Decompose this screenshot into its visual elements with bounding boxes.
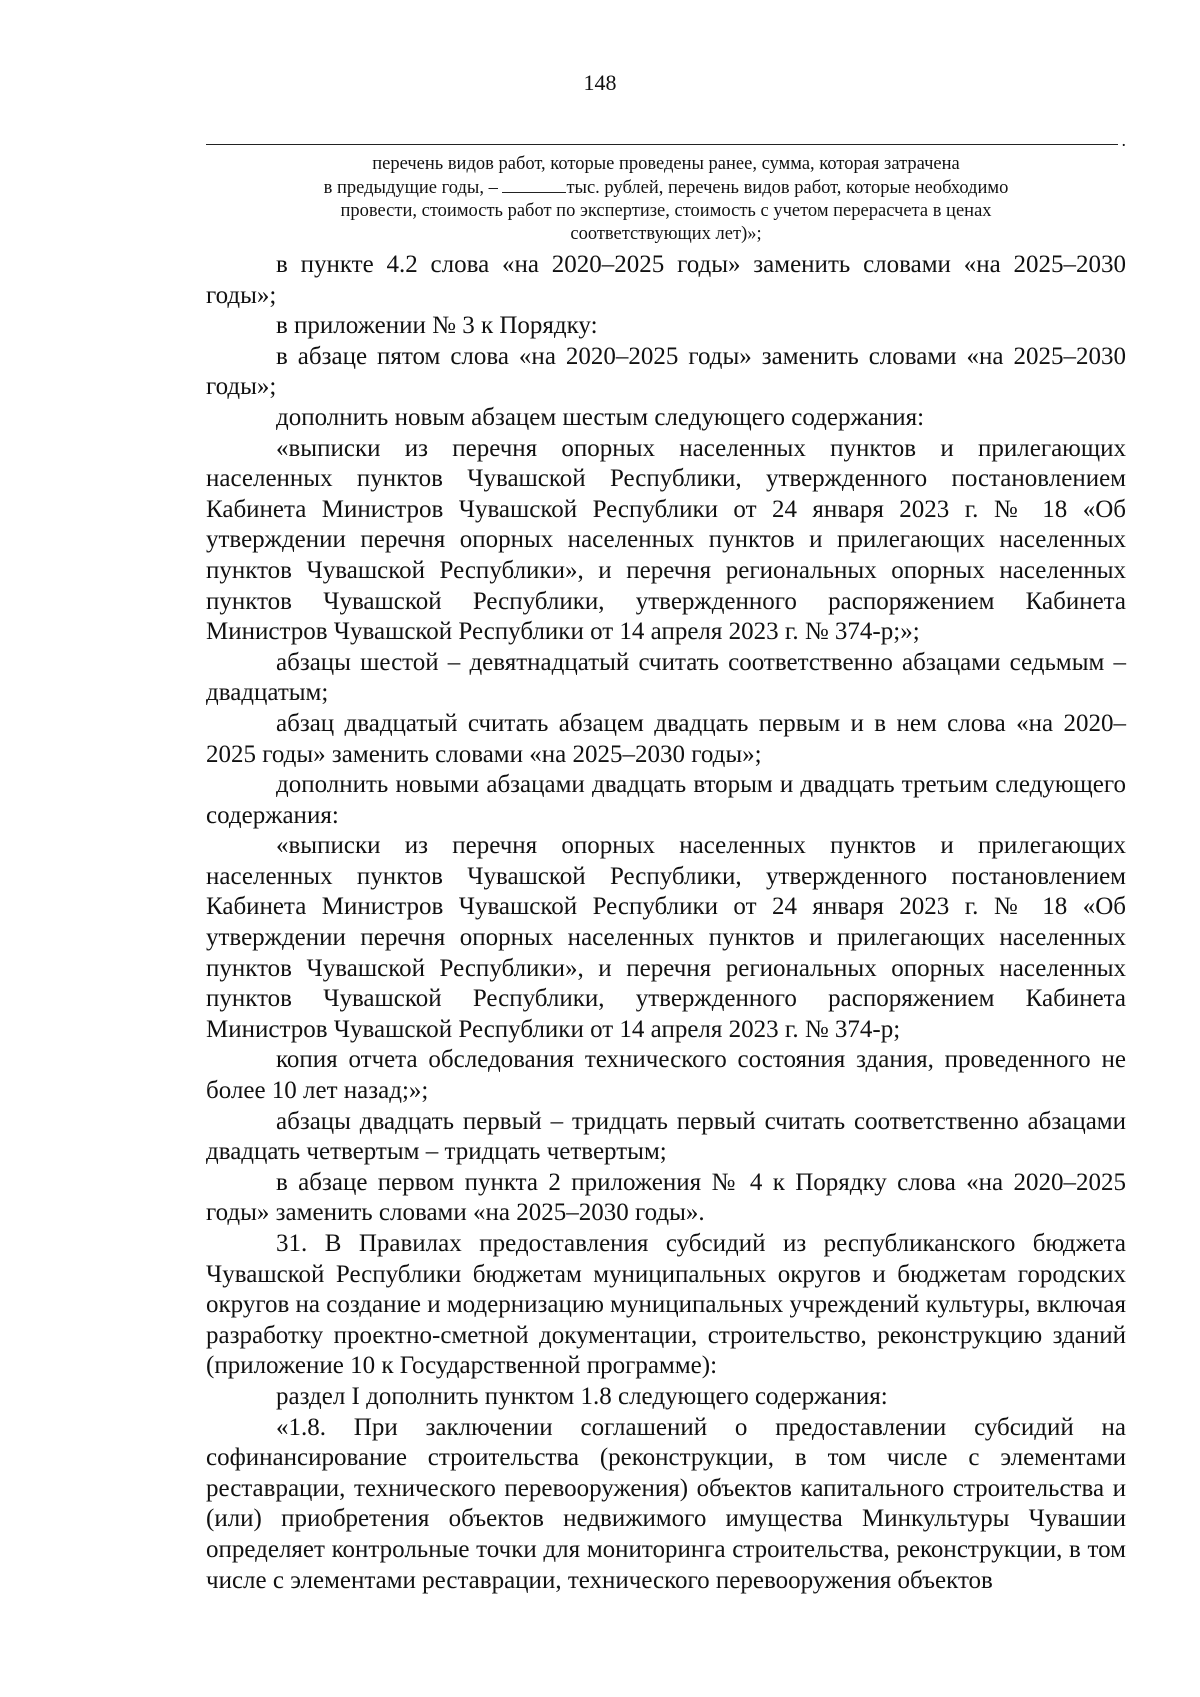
paragraph-6: абзацы шестой – девятнадцатый считать соответственно абзацами седьмым – двадцатым; <box>206 648 1126 707</box>
note-line-3: провести, стоимость работ по экспертизе, стоимость с учетом перерасчета в ценах <box>340 201 992 221</box>
paragraph-7: абзац двадцатый считать абзацем двадцать первым и в нем слова «на 2020–2025 годы» заменить словами «на 2025–2030 годы»; <box>206 709 1126 768</box>
blank-field <box>502 176 566 193</box>
note-line-2 <box>206 176 1126 200</box>
note-line-1: перечень видов работ, которые проведены ранее, сумма, которая затрачена <box>372 154 960 174</box>
paragraph-9: «выписки из перечня опорных населенных пунктов и прилегающих населенных пунктов Чувашской Республики, утвержденного постановлением Кабинета Министров Чувашской Республики от 24 января 2023 г. № 18 «Об утверждении перечня опорных населенных пунктов и прилегающих населенных пунктов Чувашской Республики», и перечня региональных опорных населенных пунктов Чувашской Республики, утвержденного распоряжением Кабинета Министров Чувашской Республики от 14 апреля 2023 г. № 374-р; <box>206 832 1126 1043</box>
paragraph-12: в абзаце первом пункта 2 приложения № 4 к Порядку слова «на 2020–2025 годы» заменить словами «на 2025–2030 годы». <box>206 1168 1126 1227</box>
paragraph-13: 31. В Правилах предоставления субсидий из республиканского бюджета Чувашской Республики бюджетам муниципальных округов и бюджетам городских округов на создание и модернизацию муниципальных учреждений культуры, включая разработку проектно-сметной документации, строительство, реконструкцию зданий (приложение 10 к Государственной программе): <box>206 1230 1126 1380</box>
horizontal-rule <box>206 144 1118 145</box>
note-line-2-after: тыс. рублей, перечень видов работ, которые необходимо <box>566 178 1009 198</box>
paragraph-10: копия отчета обследования технического состояния здания, проведенного не более 10 лет назад;»; <box>206 1046 1126 1105</box>
paragraph-3: в абзаце пятом слова «на 2020–2025 годы» заменить словами «на 2025–2030 годы»; <box>206 342 1126 401</box>
rule-end-mark: . <box>1121 130 1126 150</box>
paragraph-4: дополнить новым абзацем шестым следующего содержания: <box>276 403 925 431</box>
page-number: 148 <box>583 70 617 95</box>
document-body <box>206 250 1126 1596</box>
paragraph-1: в пункте 4.2 слова «на 2020–2025 годы» заменить словами «на 2025–2030 годы»; <box>206 251 1126 309</box>
header-note-block <box>206 130 1126 246</box>
paragraph-15: «1.8. При заключении соглашений о предоставлении субсидий на софинансирование строительства (реконструкции, в том числе с элементами реставрации, технического перевооружения) объектов капитального строительства и (или) приобретения объектов недвижимого имущества Минкультуры Чувашии определяет контрольные точки для мониторинга строительства, реконструкции, в том числе с элементами реставрации, технического перевооружения объектов <box>206 1413 1126 1594</box>
note-line-2-before: в предыдущие годы, – <box>323 178 503 198</box>
paragraph-8: дополнить новыми абзацами двадцать вторым и двадцать третьим следующего содержания: <box>206 771 1126 829</box>
paragraph-2: в приложении № 3 к Порядку: <box>276 312 598 340</box>
paragraph-14: раздел I дополнить пунктом 1.8 следующего содержания: <box>276 1382 888 1410</box>
paragraph-11: абзацы двадцать первый – тридцать первый считать соответственно абзацами двадцать четвертым – тридцать четвертым; <box>206 1107 1126 1166</box>
header-note <box>206 153 1126 246</box>
header-rule <box>206 130 1126 150</box>
paragraph-5: «выписки из перечня опорных населенных пунктов и прилегающих населенных пунктов Чувашской Республики, утвержденного постановлением Кабинета Министров Чувашской Республики от 24 января 2023 г. № 18 «Об утверждении перечня опорных населенных пунктов и прилегающих населенных пунктов Чувашской Республики», и перечня региональных опорных населенных пунктов Чувашской Республики, утвержденного распоряжением Кабинета Министров Чувашской Республики от 14 апреля 2023 г. № 374-р;»; <box>206 434 1126 646</box>
note-line-4: соответствующих лет)»; <box>570 224 762 244</box>
